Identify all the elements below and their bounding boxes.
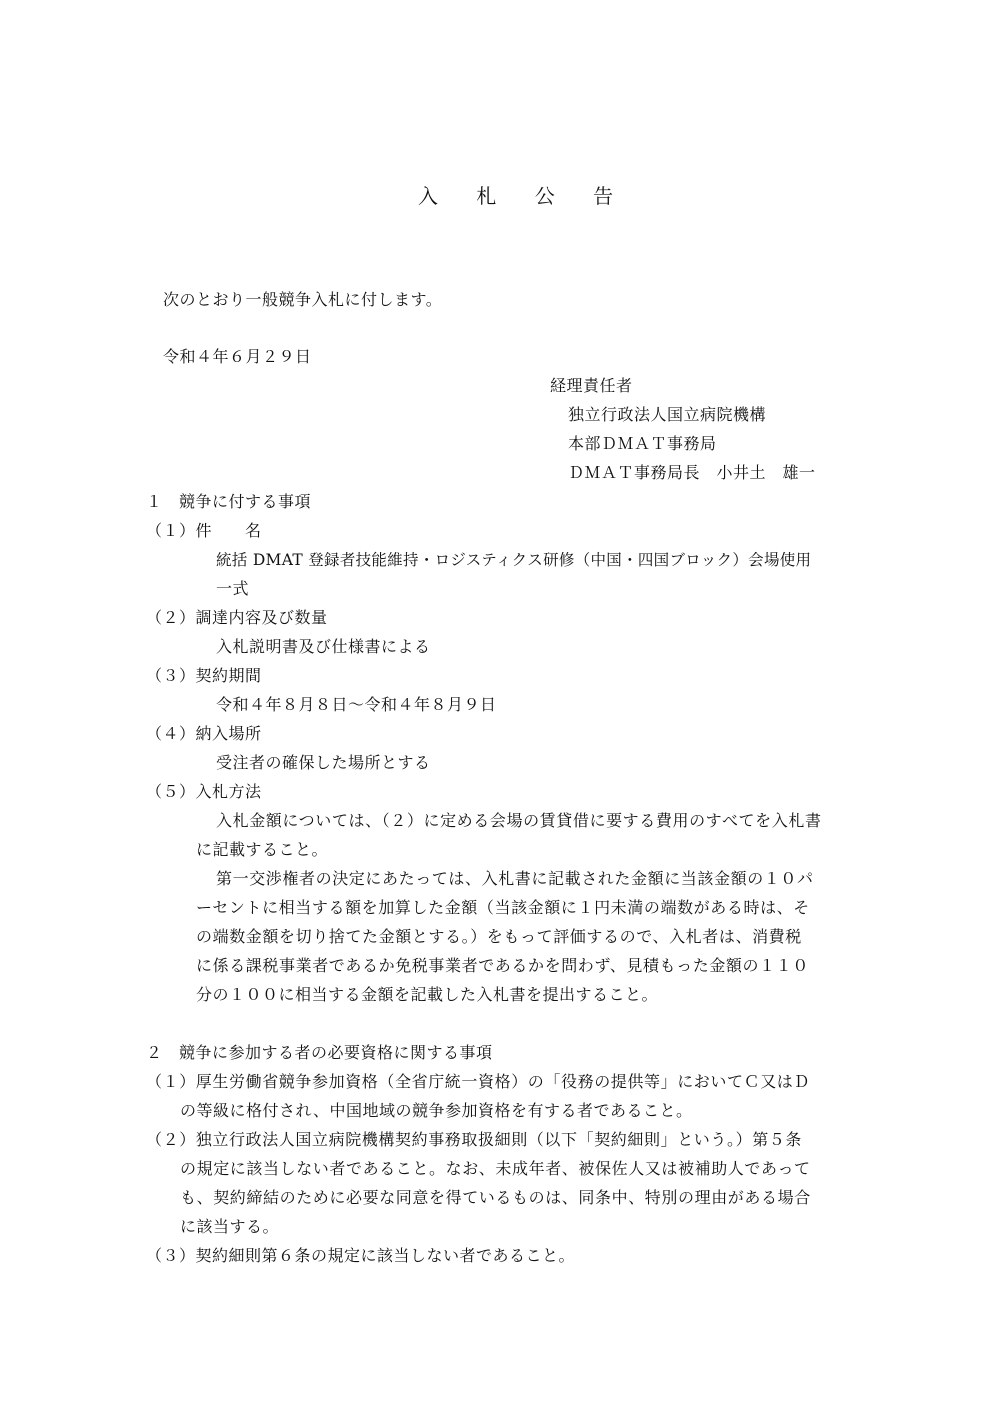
item-2-2-line4: に該当する。 (180, 1217, 280, 1236)
item-1-1-label: （１）件 名 (146, 521, 262, 540)
item-1-5-label: （５）入札方法 (146, 782, 262, 801)
issuer-department: 本部ＤＭＡＴ事務局 (568, 434, 717, 453)
issuer-organization: 独立行政法人国立病院機構 (568, 405, 767, 424)
item-2-3-line1: （３）契約細則第６条の規定に該当しない者であること。 (146, 1246, 576, 1265)
item-1-5-para2-line4: に係る課税事業者であるか免税事業者であるかを問わず、見積もった金額の１１０ (196, 956, 809, 975)
item-1-5-para2-line1: 第一交渉権者の決定にあたっては、入札書に記載された金額に当該金額の１０パ (216, 869, 814, 888)
section-1-heading: １ 競争に付する事項 (146, 492, 312, 511)
section-2-heading: ２ 競争に参加する者の必要資格に関する事項 (146, 1043, 493, 1062)
item-1-3-label: （３）契約期間 (146, 666, 262, 685)
item-2-1-line1: （１）厚生労働省競争参加資格（全省庁統一資格）の「役務の提供等」においてＣ又はＤ (146, 1072, 811, 1091)
item-1-5-para1-line2: に記載すること。 (196, 840, 329, 859)
item-2-1-line2: の等級に格付され、中国地域の競争参加資格を有する者であること。 (180, 1101, 693, 1120)
intro-text: 次のとおり一般競争入札に付します。 (163, 290, 443, 309)
item-1-2-label: （２）調達内容及び数量 (146, 608, 328, 627)
item-1-4-text: 受注者の確保した場所とする (216, 753, 431, 772)
item-1-1-text: 統括 DMAT 登録者技能維持・ロジスティクス研修（中国・四国ブロック）会場使用 (216, 551, 812, 569)
item-1-3-text: 令和４年８月８日～令和４年８月９日 (216, 695, 497, 714)
announcement-date: 令和４年６月２９日 (163, 347, 312, 366)
page-title: 入 札 公 告 (418, 184, 630, 208)
item-1-5-para2-line2: ーセントに相当する額を加算した金額（当該金額に１円未満の端数がある時は、そ (196, 898, 810, 917)
item-1-5-para2-line3: の端数金額を切り捨てた金額とする。）をもって評価するので、入札者は、消費税 (196, 927, 802, 946)
item-2-2-line1: （２）独立行政法人国立病院機構契約事務取扱細則（以下「契約細則」という。）第５条 (146, 1130, 803, 1149)
item-2-2-line2: の規定に該当しない者であること。なお、未成年者、被保佐人又は被補助人であって (180, 1159, 811, 1178)
issuer-role: 経理責任者 (550, 376, 633, 395)
item-2-2-line3: も、契約締結のために必要な同意を得ているものは、同条中、特別の理由がある場合 (180, 1188, 811, 1207)
item-1-5-para2-line5: 分の１００に相当する金額を記載した入札書を提出すること。 (196, 985, 659, 1004)
item-1-1-text-cont: 一式 (216, 579, 250, 598)
item-1-5-para1-line1: 入札金額については、（２）に定める会場の賃貸借に要する費用のすべてを入札書 (216, 811, 822, 830)
issuer-name: ＤＭＡＴ事務局長 小井土 雄一 (568, 463, 816, 482)
item-1-4-label: （４）納入場所 (146, 724, 262, 743)
item-1-2-text: 入札説明書及び仕様書による (216, 637, 431, 656)
